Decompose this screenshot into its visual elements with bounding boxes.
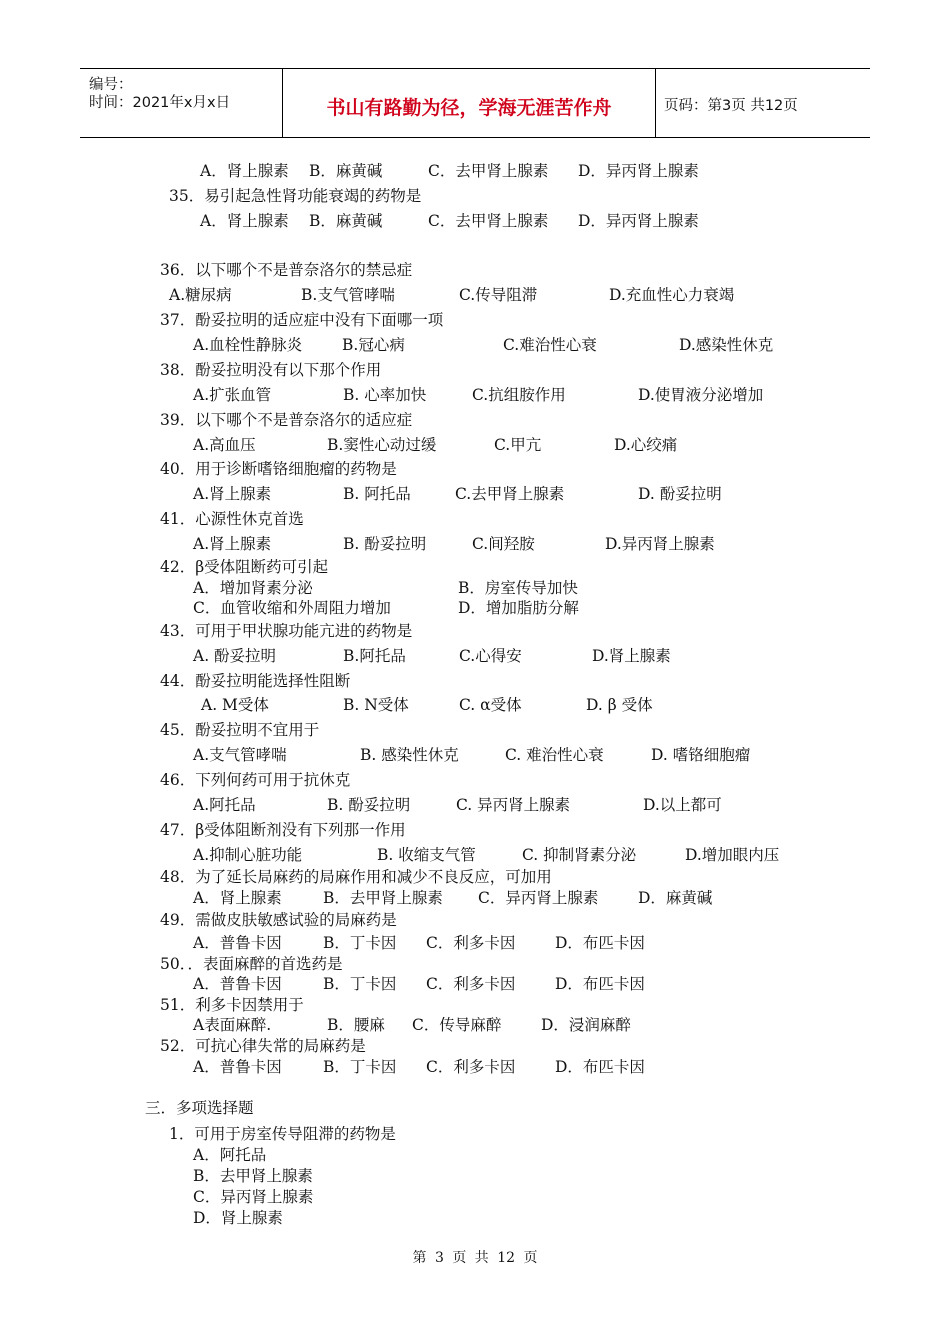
question-text: 37．酚妥拉明的适应症中没有下面哪一项 [160,311,444,329]
answer-option: B．腰麻 [327,1016,385,1034]
footer-page: 3 [434,1250,444,1266]
answer-option: A．普鲁卡因 [193,1058,282,1076]
answer-option: A．阿托品 [193,1146,267,1164]
answer-option: D. 酚妥拉明 [638,485,722,503]
answer-option: A.扩张血管 [193,386,272,404]
answer-option: B.窦性心动过缓 [327,436,437,454]
answer-option: C. α受体 [459,696,522,714]
answer-option: C. 难治性心衰 [505,746,604,764]
answer-option: C．利多卡因 [426,975,516,993]
answer-option: C．异丙肾上腺素 [193,1188,314,1206]
answer-option: A．增加肾素分泌 [193,579,313,597]
question-text: 42．β受体阻断药可引起 [160,558,329,576]
footer-text: 页 [523,1250,538,1266]
answer-option: A.抑制心脏功能 [193,846,303,864]
question-text: 35．易引起急性肾功能衰竭的药物是 [169,187,422,205]
answer-option: A．肾上腺素 [200,212,289,230]
answer-option: C.心得安 [459,647,522,665]
footer-text: 页 [452,1250,467,1266]
answer-option: C.传导阻滞 [459,286,538,304]
answer-option: D.充血性心力衰竭 [609,286,735,304]
answer-option: D．异丙肾上腺素 [578,212,699,230]
answer-option: D.异丙肾上腺素 [605,535,715,553]
answer-option: C．利多卡因 [426,934,516,952]
question-text: 39．以下哪个不是普奈洛尔的适应症 [160,411,413,429]
answer-option: A. M受体 [201,696,269,714]
question-text: 47．β受体阻断剂没有下列那一作用 [160,821,406,839]
header-page-cell [656,69,870,137]
answer-option: B．丁卡因 [323,975,397,993]
answer-option: D.以上都可 [643,796,722,814]
answer-option: B.支气管哮喘 [301,286,395,304]
question-text: 36．以下哪个不是普奈洛尔的禁忌症 [160,261,413,279]
time-label: 时间：2021年x月x日 [89,95,231,111]
answer-option: D.使胃液分泌增加 [638,386,764,404]
answer-option: D．肾上腺素 [193,1209,283,1227]
answer-option: C.去甲肾上腺素 [455,485,565,503]
question-text: 46．下列何药可用于抗休克 [160,771,351,789]
motto: 书山有路勤为径，学海无涯苦作舟 [326,97,612,119]
answer-option: B．麻黄碱 [309,212,383,230]
answer-option: C．利多卡因 [426,1058,516,1076]
answer-option: A.糖尿病 [169,286,232,304]
question-text: 40．用于诊断嗜铬细胞瘤的药物是 [160,460,397,478]
answer-option: A.阿托品 [193,796,256,814]
answer-option: D.感染性休克 [679,336,774,354]
question-text: 45．酚妥拉明不宜用于 [160,721,320,739]
answer-option: A表面麻醉. [193,1016,272,1034]
answer-option: B.阿托品 [343,647,406,665]
question-text: 51．利多卡因禁用于 [160,996,304,1014]
answer-option: C．去甲肾上腺素 [428,162,549,180]
answer-option: D．布匹卡因 [555,1058,645,1076]
answer-option: D．麻黄碱 [638,889,713,907]
answer-option: D. 嗜铬细胞瘤 [651,746,751,764]
footer-text: 共 [474,1250,489,1266]
answer-option: C.间羟胺 [472,535,535,553]
question-text: 50．．表面麻醉的首选药是 [160,955,343,973]
answer-option: A．肾上腺素 [193,889,282,907]
answer-option: A．普鲁卡因 [193,975,282,993]
answer-option: C. 异丙肾上腺素 [456,796,571,814]
footer-text: 第 [412,1250,427,1266]
question-text: 38．酚妥拉明没有以下那个作用 [160,361,382,379]
answer-option: A. 酚妥拉明 [193,647,277,665]
answer-option: B．丁卡因 [323,1058,397,1076]
answer-option: C.甲亢 [494,436,542,454]
header-info-cell [80,69,282,137]
question-text: 44．酚妥拉明能选择性阻断 [160,672,351,690]
answer-option: A．普鲁卡因 [193,934,282,952]
section-heading: 三．多项选择题 [145,1099,254,1117]
answer-option: B．丁卡因 [323,934,397,952]
question-text: 1．可用于房室传导阻滞的药物是 [169,1125,396,1143]
question-text: 43．可用于甲状腺功能亢进的药物是 [160,622,413,640]
page-number-label: 页码：第3页 共12页 [664,98,798,114]
answer-option: C. 抑制肾素分泌 [522,846,637,864]
answer-option: B．去甲肾上腺素 [193,1167,313,1185]
answer-option: C．传导麻醉 [412,1016,502,1034]
header-motto-cell [282,69,656,137]
answer-option: A.高血压 [193,436,256,454]
answer-option: D．布匹卡因 [555,975,645,993]
answer-option: D．增加脂肪分解 [458,599,579,617]
answer-option: B．房室传导加快 [458,579,578,597]
answer-option: B. 酚妥拉明 [343,535,427,553]
question-text: 52．可抗心律失常的局麻药是 [160,1037,366,1055]
page-header [80,68,870,138]
answer-option: B. 酚妥拉明 [327,796,411,814]
answer-option: B. 心率加快 [343,386,427,404]
answer-option: D.肾上腺素 [592,647,671,665]
answer-option: C.抗组胺作用 [472,386,566,404]
answer-option: D．布匹卡因 [555,934,645,952]
answer-option: B. N受体 [343,696,409,714]
answer-option: B. 收缩支气管 [377,846,476,864]
answer-option: D.增加眼内压 [685,846,780,864]
answer-option: C．异丙肾上腺素 [478,889,599,907]
answer-option: B．麻黄碱 [309,162,383,180]
footer-total: 12 [497,1250,516,1266]
answer-option: C．血管收缩和外周阻力增加 [193,599,391,617]
answer-option: D.心绞痛 [614,436,678,454]
answer-option: A.支气管哮喘 [193,746,287,764]
answer-option: A.血栓性静脉炎 [193,336,303,354]
answer-option: B. 感染性休克 [360,746,459,764]
question-text: 41．心源性休克首选 [160,510,304,528]
page-footer [0,1247,950,1267]
answer-option: B．去甲肾上腺素 [323,889,443,907]
question-text: 49．需做皮肤敏感试验的局麻药是 [160,911,397,929]
answer-option: C．去甲肾上腺素 [428,212,549,230]
answer-option: D．异丙肾上腺素 [578,162,699,180]
answer-option: C.难治性心衰 [503,336,597,354]
number-label: 编号： [89,77,133,93]
question-text: 48．为了延长局麻药的局麻作用和减少不良反应，可加用 [160,868,552,886]
answer-option: B.冠心病 [342,336,405,354]
answer-option: A.肾上腺素 [193,485,272,503]
answer-option: A.肾上腺素 [193,535,272,553]
answer-option: A．肾上腺素 [200,162,289,180]
answer-option: B. 阿托品 [343,485,411,503]
answer-option: D. β 受体 [586,696,653,714]
answer-option: D．浸润麻醉 [541,1016,631,1034]
